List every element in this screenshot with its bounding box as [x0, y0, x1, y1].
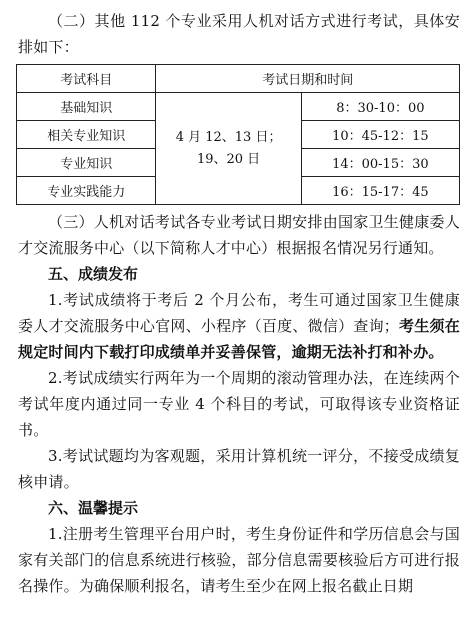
subject-cell: 专业知识: [17, 149, 156, 177]
section-5-heading: 五、成绩发布: [48, 265, 139, 283]
header-datetime: 考试日期和时间: [156, 65, 460, 93]
subject-cell: 相关专业知识: [17, 121, 156, 149]
time-cell: 10：45-12：15: [301, 121, 459, 149]
time-cell: 16：15-17：45: [301, 177, 459, 205]
time-cell: 8：30-10：00: [301, 93, 459, 121]
result-item-1: [0, 287, 476, 365]
tip-item-1: 1.注册考生管理平台用户时，考生身份证件和学历信息会与国家有关部门的信息系统进行核验，部分信息需要核验后方可进行报名操作。为确保顺利报名，请考生至少在网上报名截止日期: [18, 525, 460, 595]
header-subject: 考试科目: [17, 65, 156, 93]
result-item-1-bold-text: 考生须在规定时间内下载打印成绩单并妥善保管，逾期无法补打和补办。: [18, 317, 460, 361]
date-cell: [156, 93, 301, 205]
date-line-2: 19、20 日: [196, 151, 261, 167]
result-item-3: 3.考试试题均为客观题，采用计算机统一评分，不接受成绩复核申请。: [18, 447, 460, 491]
section-3-paragraph: （三）人机对话考试各专业考试日期安排由国家卫生健康委人才交流服务中心（以下简称人才中心）根据报名情况另行通知。: [18, 213, 460, 257]
table-row: [17, 93, 460, 121]
date-line-1: 4 月 12、13 日；: [175, 129, 282, 145]
result-item-2: 2.考试成绩实行两年为一个周期的滚动管理办法，在连续两个考试年度内通过同一专业 4 个科目的考试，可取得该专业资格证书。: [18, 369, 460, 439]
subject-cell: 基础知识: [17, 93, 156, 121]
section-6-heading: 六、温馨提示: [48, 499, 139, 517]
exam-schedule-table: [16, 64, 460, 205]
table-header-row: [17, 65, 460, 93]
subject-cell: 专业实践能力: [17, 177, 156, 205]
result-item-1-text: 1.考试成绩将于考后 2 个月公布，考生可通过国家卫生健康委人才交流服务中心官网、小程序（百度、微信）查询；: [18, 291, 460, 335]
time-cell: 14：00-15：30: [301, 149, 459, 177]
intro-paragraph: （二）其他 112 个专业采用人机对话方式进行考试，具体安排如下：: [18, 12, 460, 56]
